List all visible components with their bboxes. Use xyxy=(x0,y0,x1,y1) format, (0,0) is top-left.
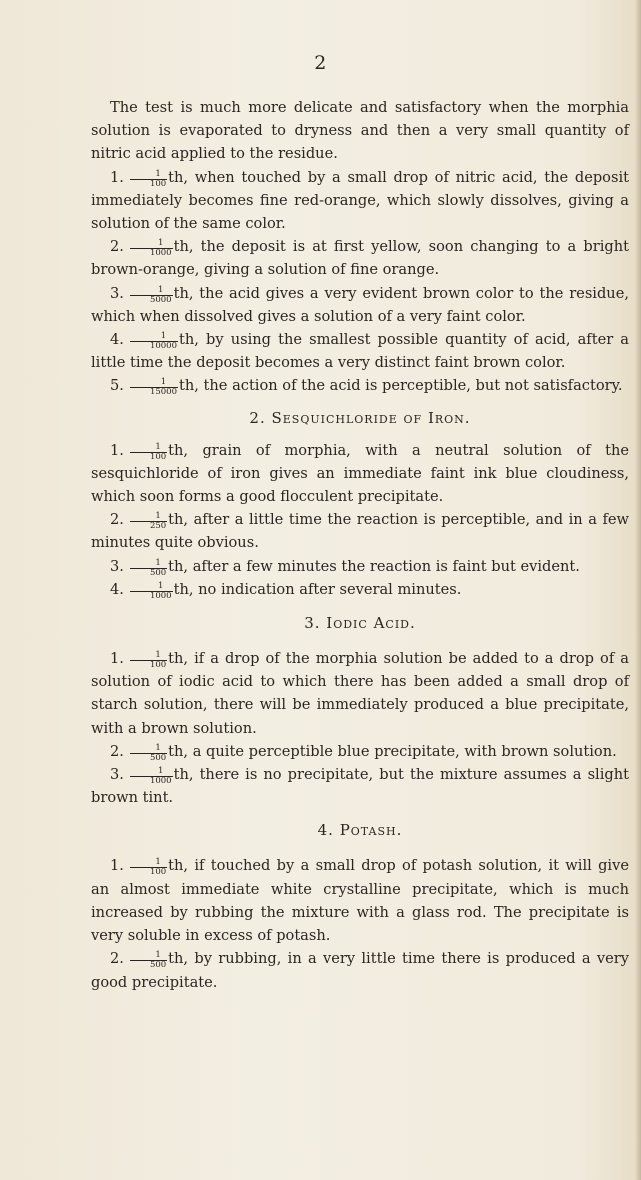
section-iodic-acid xyxy=(91,647,629,809)
list-item: 4. $\frac{1}{1000}$ th, no indication after several minutes. xyxy=(110,580,462,601)
list-item: 2. $\frac{1}{500}$ th, a quite perceptible blue precipitate, with brown solution. xyxy=(110,742,617,763)
section-heading-sesquichloride: 2. Sesquichloride of Iron. xyxy=(249,408,471,427)
section-sesquichloride xyxy=(91,439,629,601)
section-potash xyxy=(91,854,629,993)
list-item: 3. $\frac{1}{5000}$ th, the acid gives a very evident brown color to the residue, which when dissolved gives a solution of a very faint color. xyxy=(91,284,629,325)
list-item: 3. $\frac{1}{1000}$ th, there is no precipitate, but the mixture assumes a slight brown tint. xyxy=(91,766,629,807)
fraction: $\frac{1}{100}$ xyxy=(130,651,167,670)
list-item: 3. $\frac{1}{500}$ th, after a few minutes the reaction is faint but evident. xyxy=(110,557,580,578)
fraction: $\frac{1}{1000}$ xyxy=(130,239,173,258)
list-item: 4. $\frac{1}{10000}$ th, by using the smallest possible quantity of acid, after a little time the deposit becomes a very distinct faint brown color. xyxy=(91,331,629,372)
intro-paragraph: The test is much more delicate and satisfactory when the morphia solution is evaporated to dryness and then a very small quantity of nitric acid applied to the residue. xyxy=(91,99,629,163)
section-heading-iodic-acid: 3. Iodic Acid. xyxy=(304,614,416,633)
fraction: $\frac{1}{500}$ xyxy=(130,951,167,970)
fraction: $\frac{1}{250}$ xyxy=(130,512,167,531)
list-item: 5. $\frac{1}{15000}$ th, the action of the acid is perceptible, but not satisfactory. xyxy=(110,377,623,398)
page-number: 2 xyxy=(314,52,327,74)
list-item: 1. $\frac{1}{100}$ th, grain of morphia, with a neutral solution of the sesquichloride of iron gives an immediate faint ink blue cloudiness, which soon forms a good flocculent precipitate. xyxy=(91,441,629,506)
list-item: 1. $\frac{1}{100}$ th, if touched by a small drop of potash solution, it will give an almost immediate white crystalline precipitate, which is much increased by rubbing the mixture with a glass rod. The precipitate is very soluble in excess of potash. xyxy=(91,857,629,945)
fraction: $\frac{1}{1000}$ xyxy=(130,582,173,601)
list-item: 2. $\frac{1}{250}$ th, after a little time the reaction is perceptible, and in a few minutes quite obvious. xyxy=(91,511,629,552)
list-item: 1. $\frac{1}{100}$ th, if a drop of the morphia solution be added to a drop of a solution of iodic acid to which there has been added a small drop of starch solution, there will be immediately produced a blue precipitate, with a brown solution. xyxy=(91,650,629,737)
page-edge-shadow xyxy=(635,0,641,1180)
fraction: $\frac{1}{100}$ xyxy=(130,170,167,189)
list-item: 2. $\frac{1}{500}$ th, by rubbing, in a very little time there is produced a very good precipitate. xyxy=(91,950,629,991)
fraction: $\frac{1}{10000}$ xyxy=(130,332,178,351)
section-nitric-acid xyxy=(91,166,629,398)
list-item: 1. $\frac{1}{100}$ th, when touched by a small drop of nitric acid, the deposit immediately becomes fine red-orange, which slowly dissolves, giving a solution of the same color. xyxy=(91,168,629,233)
fraction: $\frac{1}{100}$ xyxy=(130,858,167,877)
fraction: $\frac{1}{5000}$ xyxy=(130,286,173,305)
fraction: $\frac{1}{100}$ xyxy=(130,443,167,462)
list-item: 2. $\frac{1}{1000}$ th, the deposit is at first yellow, soon changing to a bright brown-orange, giving a solution of fine orange. xyxy=(91,238,629,279)
fraction: $\frac{1}{500}$ xyxy=(130,744,167,763)
fraction: $\frac{1}{15000}$ xyxy=(130,378,178,397)
fraction: $\frac{1}{1000}$ xyxy=(130,767,173,786)
fraction: $\frac{1}{500}$ xyxy=(130,559,167,578)
section-heading-potash: 4. Potash. xyxy=(317,821,403,840)
page-content xyxy=(91,96,629,994)
